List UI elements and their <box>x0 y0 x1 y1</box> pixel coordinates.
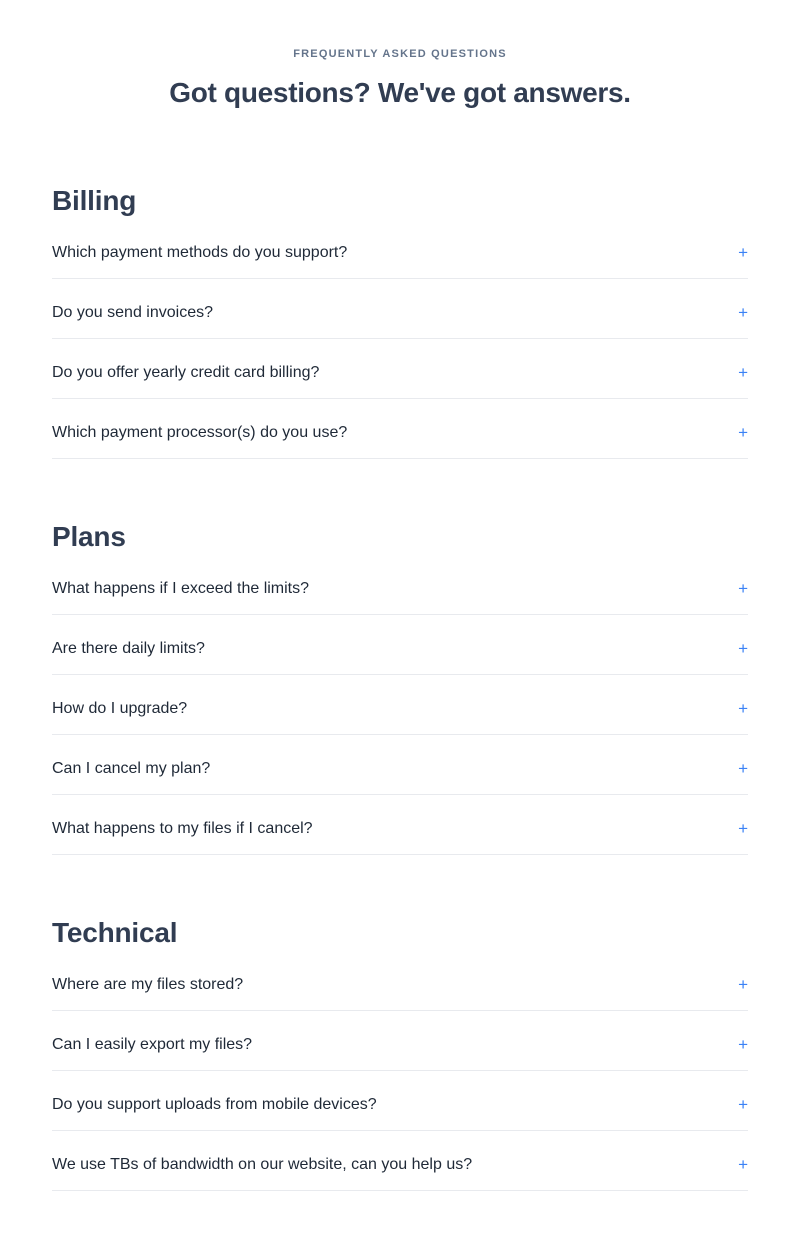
plus-expand-icon[interactable]: + <box>738 759 748 778</box>
question-label: Are there daily limits? <box>52 640 205 657</box>
question-label: Where are my files stored? <box>52 976 244 993</box>
question-label: Do you offer yearly credit card billing? <box>52 364 320 381</box>
faq-question-row[interactable] <box>52 219 748 279</box>
question-label: Which payment methods do you support? <box>52 244 348 261</box>
faq-question-row[interactable] <box>52 399 748 459</box>
question-label: We use TBs of bandwidth on our website, can you help us? <box>52 1156 473 1173</box>
eyebrow-label: FREQUENTLY ASKED QUESTIONS <box>293 48 507 60</box>
faq-section <box>52 519 748 855</box>
question-label: Which payment processor(s) do you use? <box>52 424 348 441</box>
question-label: Do you support uploads from mobile devices? <box>52 1096 377 1113</box>
faq-question-row[interactable] <box>52 951 748 1011</box>
faq-question-row[interactable] <box>52 735 748 795</box>
plus-expand-icon[interactable]: + <box>738 423 748 442</box>
question-label: What happens to my files if I cancel? <box>52 820 313 837</box>
faq-section <box>52 183 748 459</box>
plus-expand-icon[interactable]: + <box>738 1095 748 1114</box>
faq-question-row[interactable] <box>52 1131 748 1191</box>
section-heading: Technical <box>52 917 178 948</box>
plus-expand-icon[interactable]: + <box>738 1155 748 1174</box>
faq-question-list <box>52 951 748 1191</box>
section-heading: Plans <box>52 521 126 552</box>
faq-question-row[interactable] <box>52 279 748 339</box>
faq-question-row[interactable] <box>52 795 748 855</box>
plus-expand-icon[interactable]: + <box>738 1035 748 1054</box>
plus-expand-icon[interactable]: + <box>738 579 748 598</box>
plus-expand-icon[interactable]: + <box>738 975 748 994</box>
faq-question-row[interactable] <box>52 1011 748 1071</box>
faq-question-row[interactable] <box>52 339 748 399</box>
plus-expand-icon[interactable]: + <box>738 819 748 838</box>
faq-question-row[interactable] <box>52 1071 748 1131</box>
section-heading: Billing <box>52 185 137 216</box>
plus-expand-icon[interactable]: + <box>738 363 748 382</box>
faq-question-list <box>52 219 748 459</box>
question-label: Can I cancel my plan? <box>52 760 211 777</box>
plus-expand-icon[interactable]: + <box>738 699 748 718</box>
page-header <box>0 0 800 111</box>
faq-content <box>52 183 748 1191</box>
plus-expand-icon[interactable]: + <box>738 639 748 658</box>
question-label: Do you send invoices? <box>52 304 213 321</box>
question-label: How do I upgrade? <box>52 700 188 717</box>
page-title: Got questions? We've got answers. <box>169 77 631 108</box>
faq-section <box>52 915 748 1191</box>
plus-expand-icon[interactable]: + <box>738 243 748 262</box>
faq-question-row[interactable] <box>52 615 748 675</box>
faq-question-row[interactable] <box>52 555 748 615</box>
question-label: What happens if I exceed the limits? <box>52 580 310 597</box>
faq-question-row[interactable] <box>52 675 748 735</box>
plus-expand-icon[interactable]: + <box>738 303 748 322</box>
faq-question-list <box>52 555 748 855</box>
question-label: Can I easily export my files? <box>52 1036 253 1053</box>
